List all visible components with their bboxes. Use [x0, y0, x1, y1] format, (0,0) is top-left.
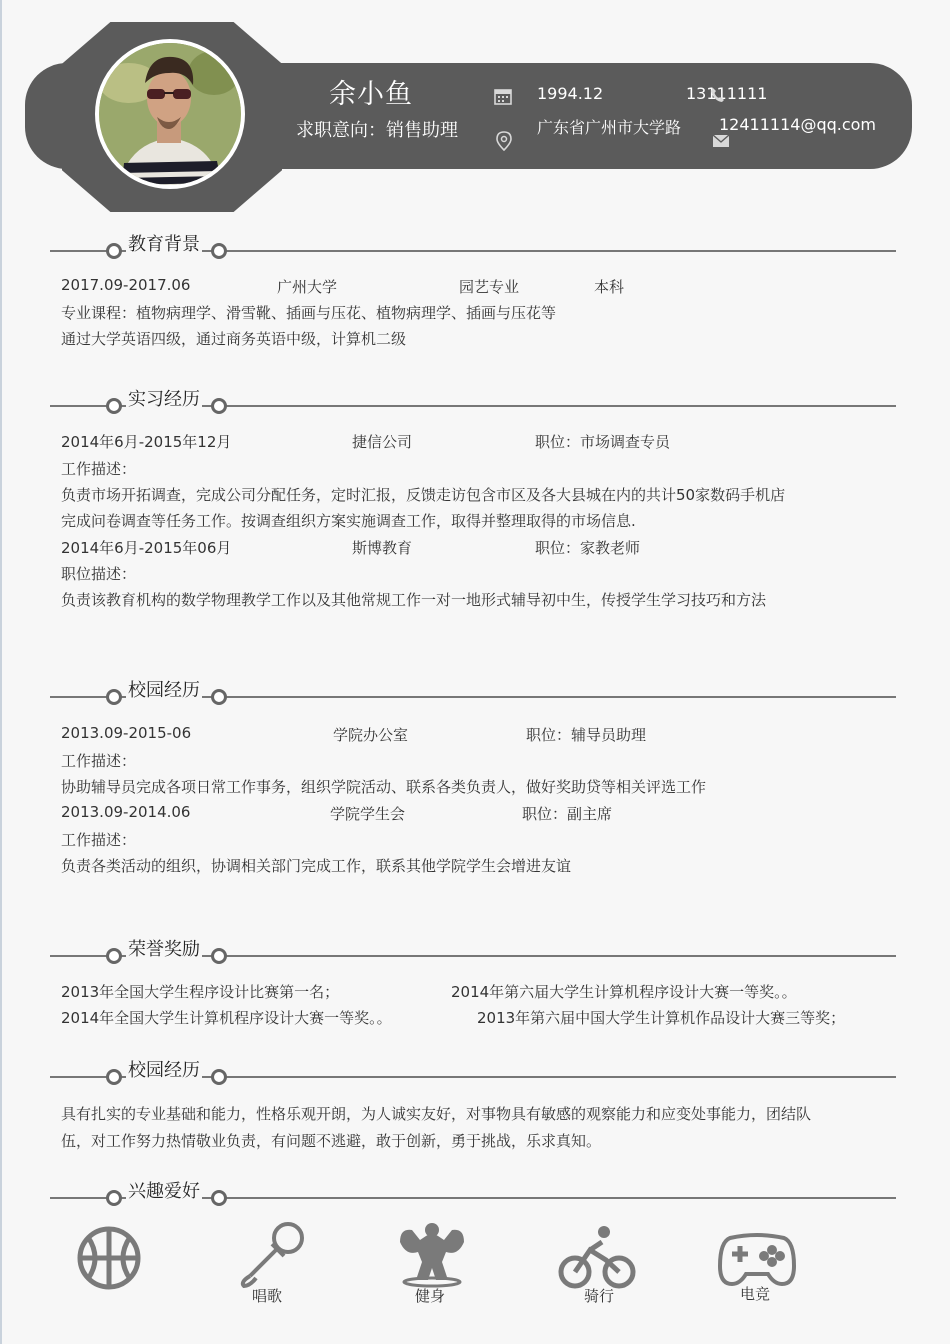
section-education-header	[50, 230, 896, 270]
campus2-org: 学院学生会	[330, 805, 406, 823]
mail-icon	[712, 133, 730, 152]
location-icon	[496, 131, 512, 155]
campus2-desc: 负责各类活动的组织，协调相关部门完成工作，联系其他学院学生会增进友谊	[61, 857, 572, 875]
job1-company: 捷信公司	[352, 433, 413, 451]
job1-position: 职位：市场调查专员	[535, 433, 671, 451]
email: 12411114@qq.com	[719, 115, 877, 134]
section-dot	[211, 1069, 227, 1085]
job2-company: 斯博教育	[352, 539, 413, 557]
hobby-label: 电竞	[740, 1285, 771, 1303]
campus1-desc: 协助辅导员完成各项日常工作事务，组织学院活动、联系各类负责人，做好奖助贷等相关评选工作	[61, 778, 707, 796]
job2-period: 2014年6月-2015年06月	[61, 539, 232, 557]
job2-desc-label: 职位描述：	[61, 565, 137, 583]
hobby-label: 骑行	[584, 1287, 615, 1305]
section-dot	[106, 1190, 122, 1206]
section-self-header	[50, 1056, 896, 1096]
campus1-position: 职位：辅导员助理	[526, 726, 647, 744]
section-honors-header	[50, 935, 896, 975]
section-dot	[211, 689, 227, 705]
microphone-icon	[236, 1220, 308, 1292]
job2-desc: 负责该教育机构的数学物理教学工作以及其他常规工作一对一地形式辅导初中生，传授学生学习技巧和方法	[61, 591, 767, 609]
edu-certs: 通过大学英语四级，通过商务英语中级，计算机二级	[61, 330, 407, 348]
page-left-border	[0, 0, 2, 1344]
section-title: 荣誉奖励	[126, 935, 202, 961]
campus2-period: 2013.09-2014.06	[61, 803, 191, 821]
basketball-icon	[76, 1225, 142, 1295]
job2-position: 职位：家教老师	[535, 539, 641, 557]
campus2-desc-label: 工作描述：	[61, 831, 137, 849]
campus1-period: 2013.09-2015-06	[61, 724, 192, 742]
section-title: 实习经历	[126, 385, 202, 411]
candidate-name: 余小鱼	[329, 79, 413, 110]
avatar	[95, 39, 245, 189]
edu-courses: 专业课程：植物病理学、滑雪靴、插画与压花、植物病理学、插画与压花等	[61, 304, 557, 322]
self-line-2: 伍，对工作努力热情敬业负责，有问题不逃避，敢于创新，勇于挑战，乐求真知。	[61, 1132, 602, 1150]
section-dot	[106, 1069, 122, 1085]
section-dot	[106, 689, 122, 705]
edu-major: 园艺专业	[459, 278, 520, 296]
section-dot	[106, 948, 122, 964]
calendar-icon	[494, 87, 512, 109]
section-dot	[211, 1190, 227, 1206]
section-title: 兴趣爱好	[126, 1177, 202, 1203]
award-4: 2013年第六届中国大学生计算机作品设计大赛三等奖；	[477, 1009, 846, 1027]
section-dot	[106, 243, 122, 259]
cycling-icon	[558, 1224, 636, 1294]
fitness-icon	[396, 1222, 468, 1292]
self-line-1: 具有扎实的专业基础和能力，性格乐观开朗，为人诚实友好，对事物具有敏感的观察能力和应变处事能力，团结队	[61, 1105, 812, 1123]
section-campus-header	[50, 676, 896, 716]
edu-school: 广州大学	[277, 278, 338, 296]
phone-icon	[710, 87, 724, 107]
job-intent: 求职意向：销售助理	[296, 120, 458, 141]
section-dot	[211, 243, 227, 259]
edu-period: 2017.09-2017.06	[61, 276, 191, 294]
section-dot	[211, 948, 227, 964]
campus1-org: 学院办公室	[333, 726, 409, 744]
hobby-label: 健身	[415, 1287, 446, 1305]
section-hobbies-header	[50, 1177, 896, 1217]
section-dot	[106, 398, 122, 414]
job1-period: 2014年6月-2015年12月	[61, 433, 232, 451]
section-title: 校园经历	[126, 1056, 202, 1082]
award-3: 2014年全国大学生计算机程序设计大赛一等奖。。	[61, 1009, 392, 1027]
campus2-position: 职位：副主席	[522, 805, 613, 823]
job1-desc-line1: 负责市场开拓调查，完成公司分配任务，定时汇报，反馈走访包含市区及各大县城在内的共计50家数码手机店	[61, 486, 786, 504]
campus1-desc-label: 工作描述：	[61, 752, 137, 770]
section-dot	[211, 398, 227, 414]
award-1: 2013年全国大学生程序设计比赛第一名；	[61, 983, 340, 1001]
phone-number: 13111111	[686, 84, 768, 103]
edu-degree: 本科	[594, 278, 625, 296]
job1-desc-label: 工作描述：	[61, 460, 137, 478]
section-title: 校园经历	[126, 676, 202, 702]
section-internship-header	[50, 385, 896, 425]
award-2: 2014年第六届大学生计算机程序设计大赛一等奖。。	[451, 983, 797, 1001]
address: 广东省广州市大学路	[537, 118, 682, 137]
birth-date: 1994.12	[537, 84, 604, 103]
hobby-label: 唱歌	[252, 1287, 283, 1305]
job1-desc-line2: 完成问卷调查等任务工作。按调查组织方案实施调查工作，取得并整理取得的市场信息.	[61, 512, 636, 530]
section-title: 教育背景	[126, 230, 202, 256]
